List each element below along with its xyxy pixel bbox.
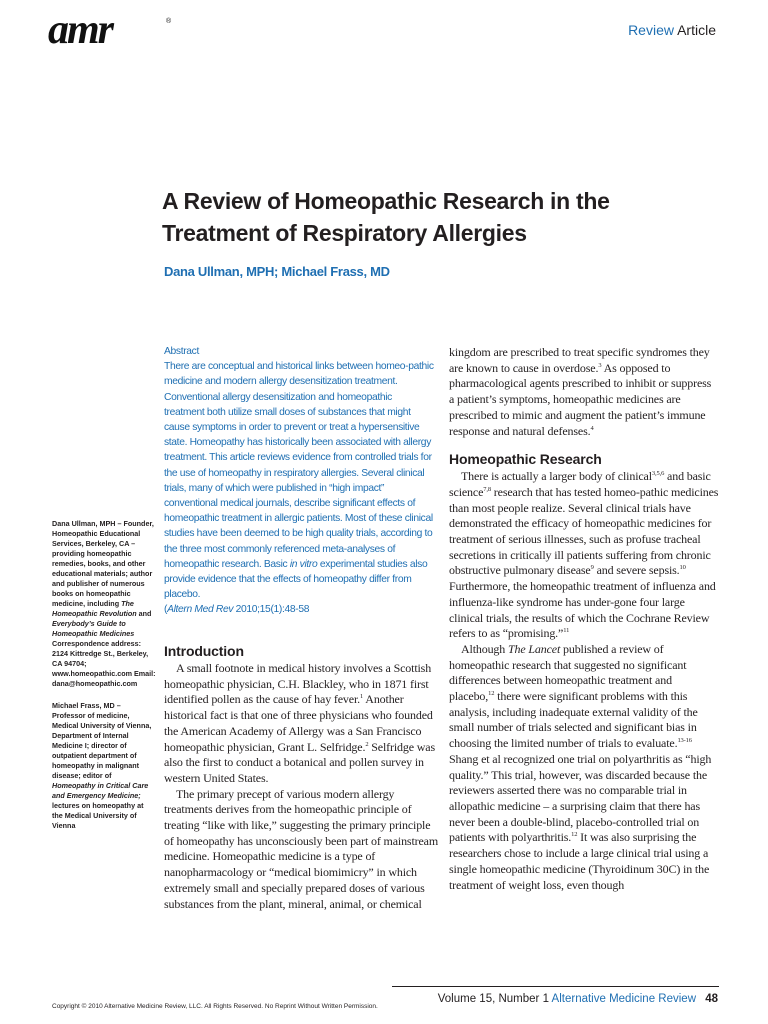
journal-name: Alternative Medicine Review: [551, 993, 696, 1005]
paragraph: kingdom are prescribed to treat specific syndromes they are known to cause in overdose.$^3$ As opposed to pharmacological agents prescribed to inhibit or suppress a patient’s symptoms, homeopathic medicines are prescribed to mimic and augment the patient’s immune response and natural defenses.$^4$: [449, 345, 712, 438]
title-line-1: A Review of Homeopathic Research in the: [162, 188, 610, 214]
page-number: 48: [705, 993, 718, 1005]
journal-logo: [48, 7, 173, 53]
copyright-notice: Copyright © 2010 Alternative Medicine Review, LLC. All Rights Reserved. No Reprint Without Written Permission.: [52, 1003, 378, 1010]
paragraph: The primary precept of various modern allergy treatments derives from the homeopathic principle of treating “like with like,” suggesting the primary principle of homeopathy has unconsciously been part of mainstream medicine. Homeopathic medicine is a type of nanopharmacology or “medical biomimicry” in which extremely small and specially prepared doses of various substances from the plant, mineral, animal, or chemical: [164, 786, 439, 911]
registered-mark: ®: [166, 18, 172, 25]
issue-number: Volume 15, Number 1: [437, 993, 549, 1005]
body-column-right: [449, 345, 719, 893]
citation-ref: 4: [590, 424, 594, 432]
citation-ref: 13-16: [677, 737, 692, 745]
book-title: Homeopathy in Critical Care and Emergency Medicine;: [52, 781, 149, 800]
citation-ref: 10: [679, 564, 686, 572]
citation-ref: 12: [488, 690, 495, 698]
section-label-review: Review: [628, 22, 674, 38]
citation-ref: 12: [571, 831, 578, 839]
citation-ref: 9: [590, 564, 594, 572]
abstract-heading: Abstract: [164, 346, 199, 357]
citation-ref: 3: [598, 361, 602, 369]
book-title: Everybody’s Guide to Homeopathic Medicines: [52, 619, 135, 638]
section-heading-introduction: Introduction: [164, 643, 244, 659]
author-bios: [52, 519, 156, 843]
paragraph: There is actually a larger body of clinical$^{3,5,6}$ and basic science$^{7,8}$ research that has tested homeo-pathic medicines than most people realize. Several clinical trials have demonstrated the efficacy of homeopathic medicines for treatment of serious illnesses, such as profuse tracheal secretions in critically ill patients suffering from chronic obstructive pulmonary disease$^9$ and severe sepsis.$^{10}$ Furthermore, the homeopathic treatment of influenza and influenza-like syndrome has under-gone four large clinical trials, the results of which the Cochrane Review refers to as “promising.”$^{11}$: [449, 469, 719, 641]
body-column-left: [164, 641, 438, 912]
article-title: [162, 185, 702, 249]
logo-text: amr: [48, 7, 113, 53]
book-title: The Homeopathic Revolution: [52, 599, 137, 618]
abstract-text: There are conceptual and historical links between homeo-pathic medicine and modern allergy desensitization treatment. Conventional allergy desensitization and homeopathic treatment both utilize small doses of substances that might cause symptoms in order to prevent or treat a hypersensitive state. Homeopathy has historically been associated with allergy treatment. This article reviews evidence from controlled trials for the use of homeopathy in respiratory allergies. Several clinical trials, many of which were published in “high impact” conventional medical journals, describe significant effects of homeopathic treatment in allergic patients. Most of these clinical studies have been deemed to be high quality trials, according to the three most commonly referenced meta-analyses of homeopathic research. Basic in vitro experimental studies also provide evidence that the effects of homeopathy differ from placebo.: [164, 361, 434, 601]
section-heading-homeopathic-research: Homeopathic Research: [449, 451, 602, 468]
title-line-2: Treatment of Respiratory Allergies: [162, 220, 527, 246]
citation-ref: 1: [360, 693, 364, 701]
abstract: [164, 344, 434, 618]
paragraph: Although The Lancet published a review of homeopathic research that suggested no significant differences between homeopathic treatment and placebo,$^{12}$ there were significant problems with this analysis, including inadequate external validity of the small number of trials selected and significant bias in choosing the limited number of trials to evaluate.$^{13-16}$ Shang et al recognized one trial on polyarthritis as “high quality.” This trial, however, was discarded because the reviewers asserted there was no comparable trial in allopathic medicine – a surprising claim that there has never been a double-blind, placebo-controlled trial on patients with polyarthritis.$^{12}$ It was also surprising the researchers chose to include a large clinical trial using a single homeopathic medicine (Thyroidinum 30C) in the treatment of weight loss, even though: [449, 641, 712, 892]
abstract-citation: (Altern Med Rev 2010;15(1):48-58: [164, 604, 310, 616]
citation-ref: 3,5,6: [651, 470, 665, 478]
footer-issue-info: [438, 993, 718, 1005]
bio-frass: Michael Frass, MD – Professor of medicine, Medical University of Vienna, Department of Internal Medicine I; director of outpatient department of homeopathy in malignant disease; editor of Homeopathy in Critical Care and Emergency Medicine; lectures on homeopathy at the Medical University of Vienna: [52, 701, 152, 830]
paragraph: A small footnote in medical history involves a Scottish homeopathic physician, C.H. Blackley, who in 1871 first identified pollen as the cause of hay fever.$^1$ Another historical fact is that one of three physicians who founded the American Academy of Allergy was a San Francisco homeopathic physician, Grant L. Selfridge.$^2$ Selfridge was also the first to conduct a botanical and pollen survey in western United States.: [164, 661, 435, 785]
footer-divider: [392, 986, 719, 987]
citation-ref: 2: [365, 740, 369, 748]
citation-ref: 7,8: [483, 485, 491, 493]
section-label: [628, 22, 716, 38]
bio-ullman: Dana Ullman, MPH – Founder, Homeopathic Educational Services, Berkeley, CA – providing homeopathic remedies, books, and other educational materials; author and publisher of numerous books on homeopathic medicine, including The Homeopathic Revolution and Everybody’s Guide to Homeopathic Medicines Correspondence address: 2124 Kittredge St., Berkeley, CA 94704; www.homeopathic.com Email: dana@homeopathic.com: [52, 519, 156, 688]
section-label-article: Article: [677, 22, 716, 38]
article-authors: Dana Ullman, MPH; Michael Frass, MD: [164, 264, 390, 279]
citation-ref: 11: [563, 627, 570, 635]
